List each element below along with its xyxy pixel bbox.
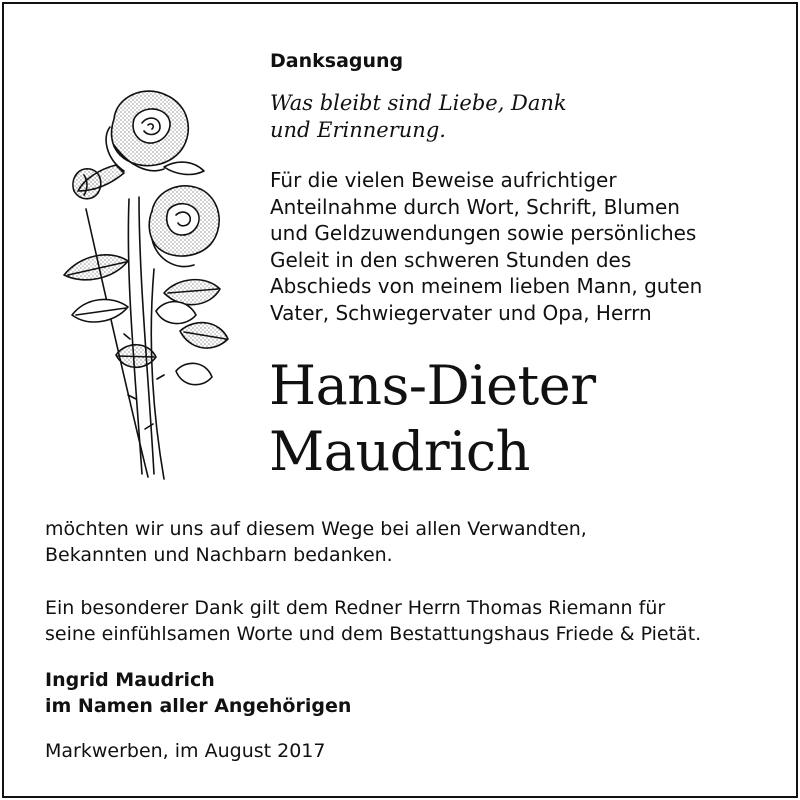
signature-line: im Namen aller Angehörigen	[45, 695, 352, 717]
signature-line: Ingrid Maudrich	[45, 669, 215, 691]
thanks-line: Bekannten und Nachbarn bedanken.	[45, 544, 393, 566]
thanks-line: möchten wir uns auf diesem Wege bei allen Verwandten,	[45, 518, 587, 540]
obituary-notice-frame	[2, 2, 798, 798]
special-thanks-line: Ein besonderer Dank gilt dem Redner Herrn Thomas Riemann für	[45, 597, 666, 619]
intro-line: und Geldzuwendungen sowie persönliches	[270, 221, 697, 245]
motto-line: und Erinnerung.	[270, 118, 446, 142]
intro-line: Abschieds von meinem lieben Mann, guten	[270, 274, 703, 298]
intro-line: Geleit in den schweren Stunden des	[270, 247, 632, 272]
name-line: Maudrich	[269, 420, 530, 483]
intro-line: Vater, Schwiegervater und Opa, Herrn	[270, 300, 652, 325]
notice-heading: Danksagung	[270, 50, 404, 72]
intro-paragraph	[270, 167, 702, 326]
thanks-paragraph	[45, 516, 587, 568]
rose-bouquet-illustration	[44, 79, 234, 489]
signature-block	[45, 667, 351, 719]
motto-quote	[270, 90, 567, 144]
deceased-name	[269, 353, 596, 485]
name-line: Hans-Dieter	[269, 354, 596, 417]
intro-line: Für die vielen Beweise aufrichtiger	[270, 168, 617, 192]
motto-line: Was bleibt sind Liebe, Dank	[270, 91, 567, 115]
special-thanks-paragraph	[45, 595, 701, 647]
special-thanks-line: seine einfühlsamen Worte und dem Bestattungshaus Friede & Pietät.	[45, 623, 702, 645]
place-and-date: Markwerben, im August 2017	[45, 740, 326, 762]
intro-line: Anteilnahme durch Wort, Schrift, Blumen	[270, 194, 680, 219]
